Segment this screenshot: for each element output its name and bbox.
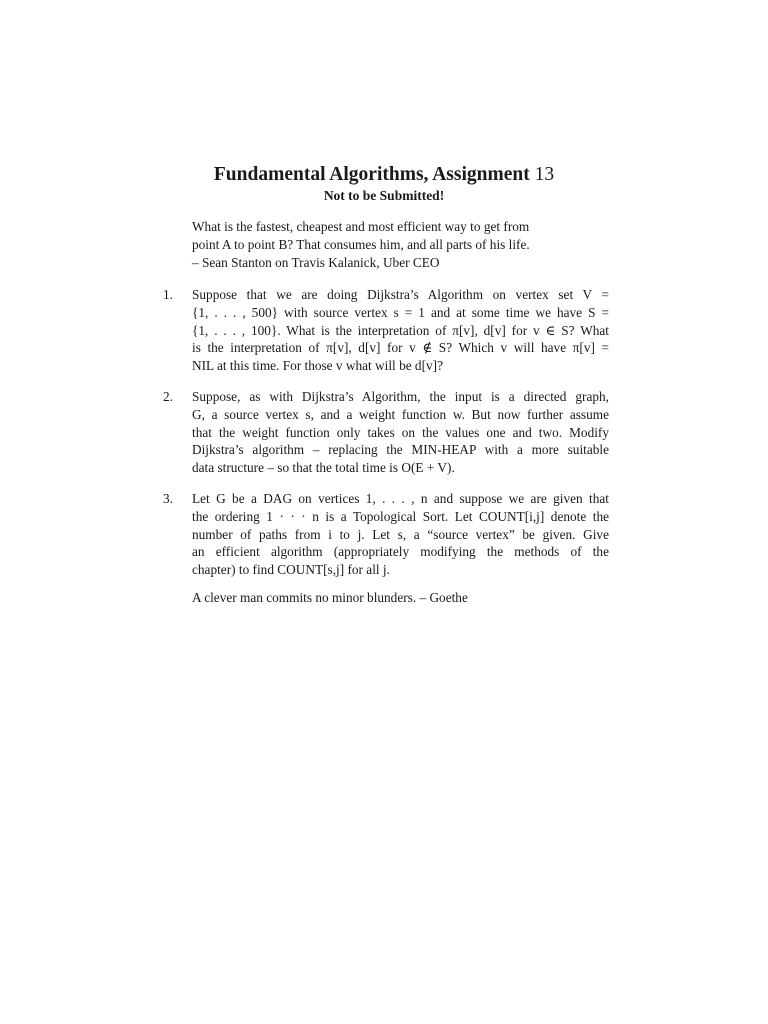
title-text: Fundamental Algorithms, Assignment bbox=[213, 164, 530, 185]
problem-line: is the interpretation of π[v], d[v] for v ∉ S? Which v will have π[v] = bbox=[192, 340, 609, 356]
title-number: 13 bbox=[534, 164, 555, 185]
problem-line: Suppose that we are doing Dijkstra’s Algorithm on vertex set V = bbox=[192, 287, 609, 302]
problem-item bbox=[163, 286, 609, 375]
epigraph-line: What is the fastest, cheapest and most efficient way to get from bbox=[192, 219, 530, 234]
problem-list bbox=[163, 286, 609, 592]
problem-line: Let G be a DAG on vertices 1, . . . , n and suppose we are given that bbox=[192, 490, 609, 506]
problem-line: data structure – so that the total time is O(E + V). bbox=[192, 460, 455, 476]
epigraph-attribution: – Sean Stanton on Travis Kalanick, Uber CEO bbox=[192, 254, 440, 270]
problem-line: {1, . . . , 500} with source vertex s = 1 and at some time we have S = bbox=[192, 304, 609, 320]
epigraph-line: point A to point B? That consumes him, and all parts of his life. bbox=[192, 236, 530, 252]
closing-quote: A clever man commits no minor blunders. – Goethe bbox=[192, 590, 468, 605]
problem-line: G, a source vertex s, and a weight function w. But now further assume bbox=[192, 406, 609, 422]
problem-line: chapter) to find COUNT[s,j] for all j. bbox=[192, 562, 390, 578]
page-subtitle: Not to be Submitted! bbox=[323, 188, 445, 203]
problem-number: 2. bbox=[163, 388, 173, 404]
problem-line: an efficient algorithm (appropriately modifying the methods of the bbox=[192, 544, 609, 560]
problem-item bbox=[163, 388, 609, 477]
page-title bbox=[0, 163, 768, 187]
problem-line: Dijkstra’s algorithm – replacing the MIN-HEAP with a more suitable bbox=[192, 442, 609, 458]
problem-line: number of paths from i to j. Let s, a “source vertex” be given. Give bbox=[192, 526, 609, 542]
document-header bbox=[0, 163, 768, 204]
problem-number: 3. bbox=[163, 490, 173, 506]
problem-line: {1, . . . , 100}. What is the interpretation of π[v], d[v] for v ∈ S? What bbox=[192, 322, 609, 338]
problem-line: NIL at this time. For those v what will be d[v]? bbox=[192, 358, 443, 374]
epigraph-quote bbox=[192, 218, 612, 271]
problem-item bbox=[163, 490, 609, 579]
problem-number: 1. bbox=[163, 287, 173, 302]
problem-line: that the weight function only takes on the values one and two. Modify bbox=[192, 424, 609, 440]
problem-line: the ordering 1 · · · n is a Topological Sort. Let COUNT[i,j] denote the bbox=[192, 508, 609, 524]
problem-line: Suppose, as with Dijkstra’s Algorithm, the input is a directed graph, bbox=[192, 388, 609, 404]
